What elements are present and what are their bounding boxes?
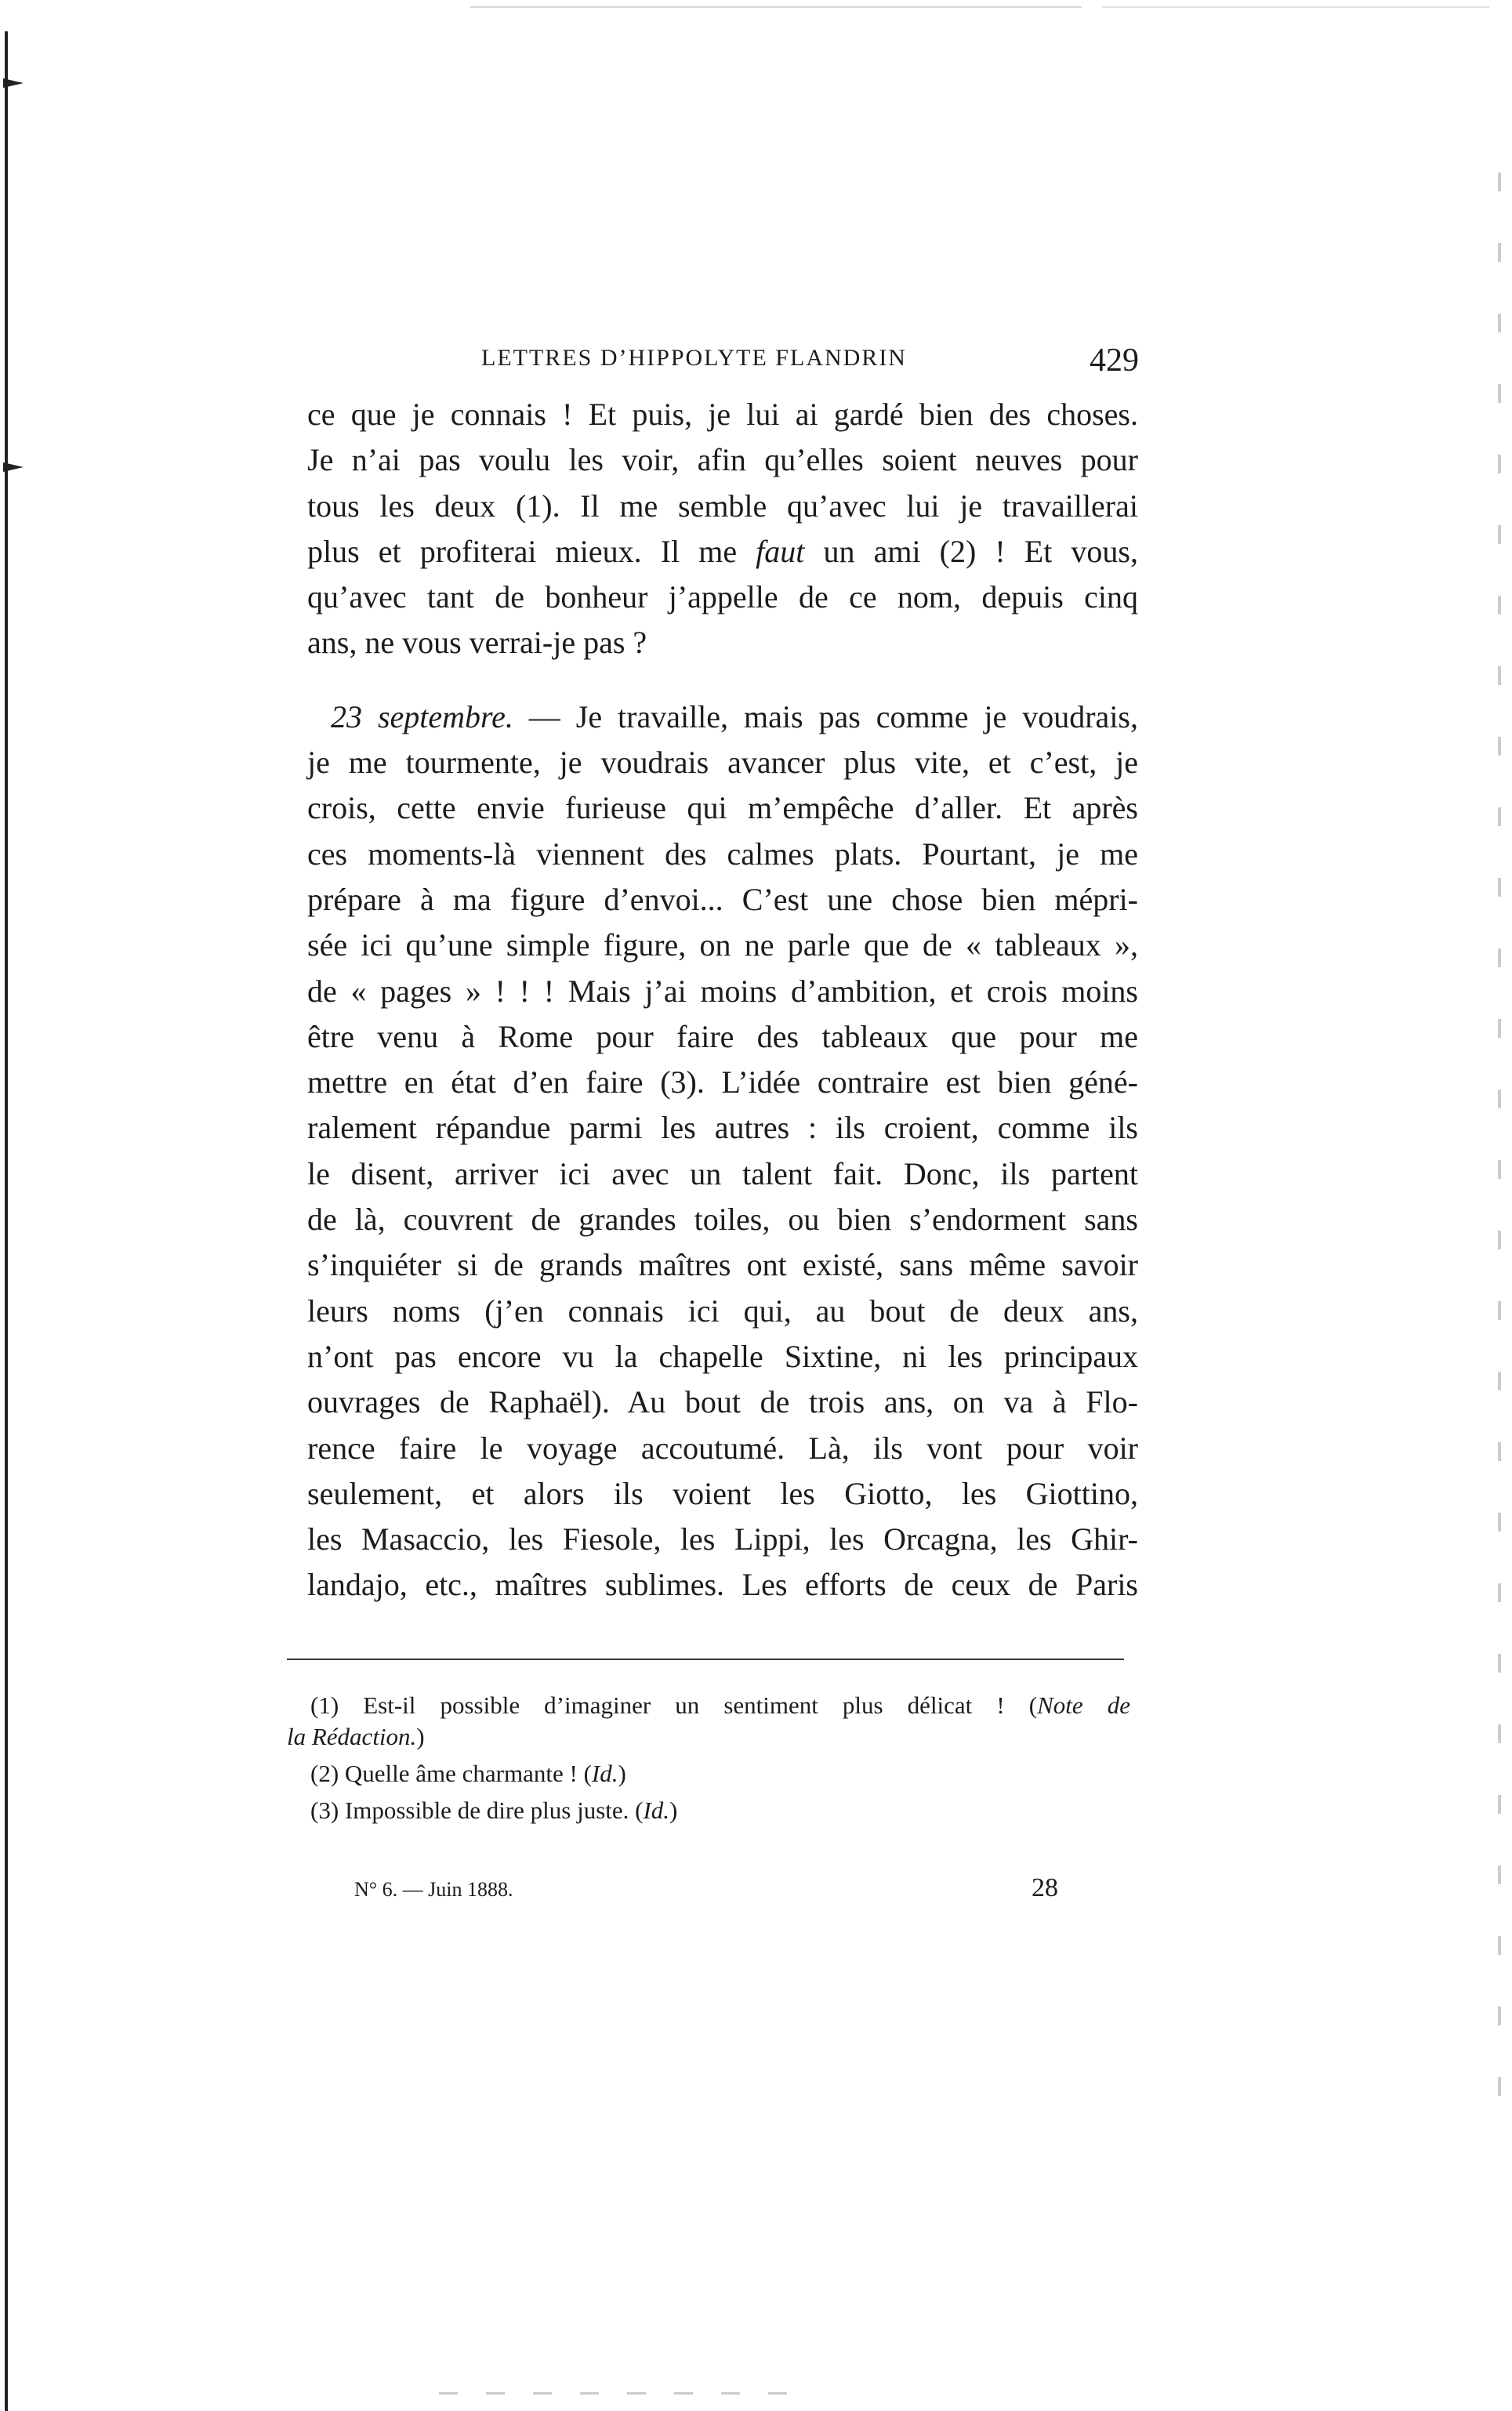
text-line: rence faire le voyage accoutumé. Là, ils vont pour voir	[307, 1430, 1138, 1466]
text-line: sée ici qu’une simple figure, on ne parle que de « tableaux »,	[307, 927, 1138, 963]
footnotes	[287, 1690, 1130, 1832]
scan-edge-mark	[3, 78, 24, 88]
text-line: de « pages » ! ! ! Mais j’ai moins d’ambition, et crois moins	[307, 973, 1138, 1009]
text-run: )	[416, 1723, 425, 1750]
text-line: n’ont pas encore vu la chapelle Sixtine, ni les principaux	[307, 1338, 1138, 1374]
sheet-number: 28	[1032, 1873, 1058, 1902]
text-line: s’inquiéter si de grands maîtres ont existé, sans même savoir	[307, 1247, 1138, 1283]
footnote-3	[287, 1795, 1130, 1826]
text-line: le disent, arriver ici avec un talent fait. Donc, ils partent	[307, 1155, 1138, 1191]
text-run: — Je travaille, mais pas comme je voudrais,	[513, 698, 1138, 734]
text-line: crois, cette envie furieuse qui m’empêche d’aller. Et après	[307, 790, 1138, 826]
emphasis-text: faut	[756, 533, 805, 569]
emphasis-text: Id.	[591, 1760, 618, 1787]
emphasis-text: Id.	[643, 1796, 670, 1824]
text-line: Je n’ai pas voulu les voir, afin qu’elles soient neuves pour	[307, 442, 1138, 478]
text-line: qu’avec tant de bonheur j’appelle de ce nom, depuis cinq	[307, 579, 1138, 615]
footnote-2	[287, 1758, 1130, 1789]
paragraph	[307, 392, 1138, 666]
text-line: ralement répandue parmi les autres : ils croient, comme ils	[307, 1110, 1138, 1146]
footnote-1	[287, 1690, 1130, 1753]
body-text	[307, 392, 1138, 1608]
text-run: un ami (2) ! Et vous,	[804, 533, 1138, 569]
text-line	[307, 694, 1138, 740]
footnote-line	[287, 1795, 1130, 1826]
footnote-line	[287, 1758, 1130, 1789]
text-line: tous les deux (1). Il me semble qu’avec lui je travaillerai	[307, 488, 1138, 524]
text-line: ouvrages de Raphaël). Au bout de trois ans, on va à Flo-	[307, 1384, 1138, 1420]
text-run: )	[618, 1760, 626, 1787]
text-line: je me tourmente, je voudrais avancer plus vite, et c’est, je	[307, 745, 1138, 781]
text-line: seulement, et alors ils voient les Giotto, les Giottino,	[307, 1475, 1138, 1511]
page-number: 429	[1090, 343, 1139, 379]
footnote-rule	[287, 1659, 1124, 1660]
text-line: mettre en état d’en faire (3). L’idée contraire est bien géné-	[307, 1064, 1138, 1100]
text-line: de là, couvrent de grandes toiles, ou bien s’endorment sans	[307, 1202, 1138, 1238]
text-run: plus et profiterai mieux. Il me	[307, 533, 756, 569]
paragraph	[307, 694, 1138, 1608]
text-line	[307, 529, 1138, 575]
footnote-line	[287, 1721, 1130, 1753]
text-run: (2) Quelle âme charmante ! (	[310, 1760, 592, 1787]
text-run: (3) Impossible de dire plus juste. (	[310, 1796, 644, 1824]
issue-signature: N° 6. — Juin 1888.	[354, 1878, 513, 1901]
running-head: LETTRES D’HIPPOLYTE FLANDRIN	[481, 345, 907, 371]
text-line: les Masaccio, les Fiesole, les Lippi, les Orcagna, les Ghir-	[307, 1521, 1138, 1557]
scan-top-edge	[470, 6, 1489, 8]
text-line: landajo, etc., maîtres sublimes. Les efforts de ceux de Paris	[307, 1567, 1138, 1603]
text-run: )	[669, 1796, 678, 1824]
scan-edge-mark	[3, 462, 24, 472]
text-run: (1) Est-il possible d’imaginer un sentiment plus délicat ! (	[310, 1691, 1038, 1719]
text-line: ce que je connais ! Et puis, je lui ai gardé bien des choses.	[307, 397, 1138, 432]
footnote-line	[287, 1690, 1130, 1721]
text-line: prépare à ma figure d’envoi... C’est une chose bien mépri-	[307, 881, 1138, 917]
scan-right-edge	[1498, 172, 1501, 2132]
emphasis-text: Note de	[1037, 1691, 1130, 1719]
text-line: leurs noms (j’en connais ici qui, au bout de deux ans,	[307, 1293, 1138, 1329]
scan-bottom-edge	[439, 2392, 800, 2395]
text-line: ces moments-là viennent des calmes plats. Pourtant, je me	[307, 836, 1138, 872]
date-heading: 23 septembre.	[331, 698, 513, 734]
text-line: ans, ne vous verrai-je pas ?	[307, 625, 647, 661]
scan-binding-edge	[5, 31, 8, 2411]
emphasis-text: la Rédaction.	[287, 1723, 417, 1750]
text-line: être venu à Rome pour faire des tableaux que pour me	[307, 1018, 1138, 1054]
